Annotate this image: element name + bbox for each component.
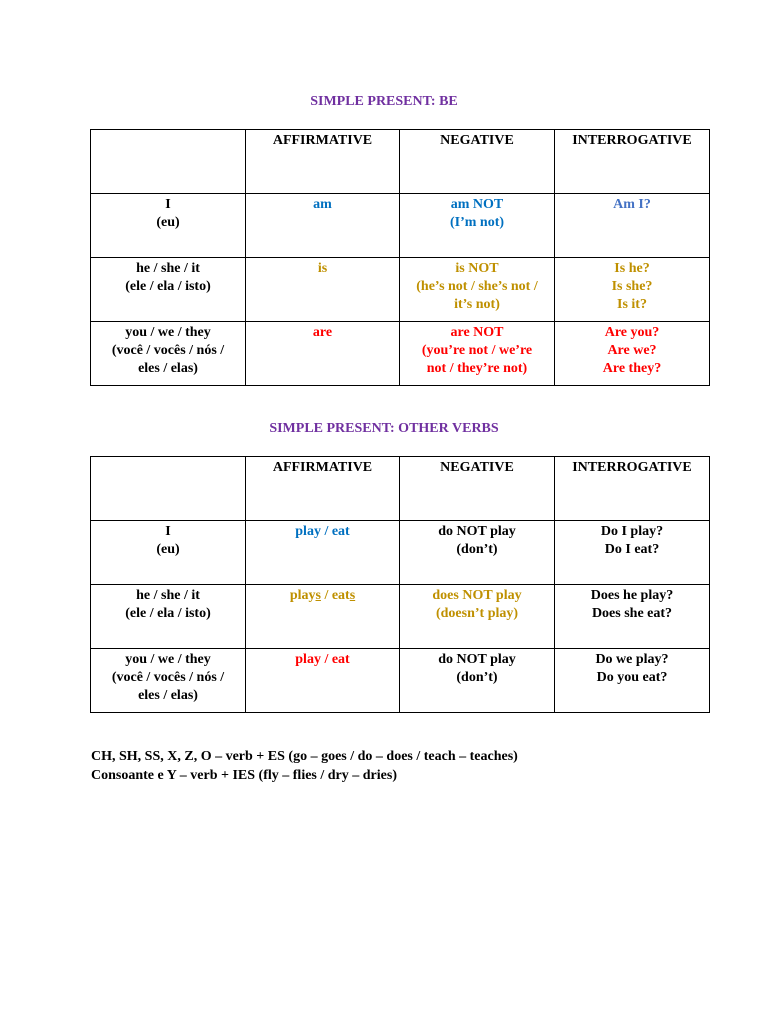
subject-translation: (eu) bbox=[156, 542, 180, 557]
negative-contraction: (you’re not / we’re bbox=[421, 343, 533, 358]
spelling-rules bbox=[91, 747, 518, 785]
subject-translation: (ele / ela / isto) bbox=[125, 606, 211, 621]
negative-contraction: it’s not) bbox=[454, 297, 500, 312]
negative-contraction: (don’t) bbox=[456, 542, 498, 557]
interrogative-form: Are we? bbox=[607, 343, 657, 358]
subject-pronoun: I bbox=[165, 524, 171, 539]
other-row-you-we-they bbox=[91, 649, 710, 713]
negative-form: do NOT play bbox=[438, 524, 516, 539]
rule-es: CH, SH, SS, X, Z, O – verb + ES (go – goes / do – does / teach – teaches) bbox=[91, 749, 518, 764]
be-header-row bbox=[91, 130, 710, 194]
be-affirmative-cell bbox=[246, 194, 400, 258]
negative-contraction: (don’t) bbox=[456, 670, 498, 685]
subject-translation: (você / vocês / nós / bbox=[111, 343, 225, 358]
be-affirmative-cell bbox=[246, 322, 400, 386]
other-header-interrogative: INTERROGATIVE bbox=[555, 457, 710, 521]
interrogative-form: Does he play? bbox=[590, 588, 674, 603]
other-header-row bbox=[91, 457, 710, 521]
affirmative-verb: eat bbox=[331, 588, 350, 603]
other-negative-cell bbox=[400, 521, 555, 585]
negative-contraction: (he’s not / she’s not / bbox=[416, 279, 538, 294]
subject-pronoun: I bbox=[165, 197, 171, 212]
interrogative-form: Is it? bbox=[617, 297, 647, 312]
negative-form: does NOT play bbox=[432, 588, 522, 603]
be-interrogative-cell bbox=[555, 258, 710, 322]
other-interrogative-cell bbox=[555, 521, 710, 585]
other-subject-cell bbox=[91, 649, 246, 713]
be-subject-cell bbox=[91, 322, 246, 386]
negative-contraction: not / they’re not) bbox=[426, 361, 528, 376]
other-interrogative-cell bbox=[555, 585, 710, 649]
other-negative-cell bbox=[400, 585, 555, 649]
other-affirmative-cell bbox=[246, 649, 400, 713]
interrogative-form: Does she eat? bbox=[591, 606, 673, 621]
affirmative-separator: / bbox=[320, 652, 332, 667]
negative-contraction: (I’m not) bbox=[449, 215, 505, 230]
be-negative-cell bbox=[400, 322, 555, 386]
interrogative-form: Is he? bbox=[614, 261, 650, 276]
be-negative-cell bbox=[400, 258, 555, 322]
be-row-you-we-they bbox=[91, 322, 710, 386]
be-negative-cell bbox=[400, 194, 555, 258]
affirmative-verb: play bbox=[295, 652, 321, 667]
negative-form: am NOT bbox=[450, 197, 504, 212]
interrogative-form: Are you? bbox=[604, 325, 660, 340]
affirmative-suffix: s bbox=[349, 588, 356, 603]
other-header-blank bbox=[91, 457, 246, 521]
interrogative-form: Is she? bbox=[611, 279, 653, 294]
negative-form: is NOT bbox=[455, 261, 499, 276]
affirmative-verb: eat bbox=[331, 652, 350, 667]
affirmative-verb: play bbox=[289, 588, 316, 603]
negative-form: are NOT bbox=[450, 325, 504, 340]
affirmative-separator: / bbox=[320, 588, 332, 603]
be-header-blank bbox=[91, 130, 246, 194]
other-row-he-she-it bbox=[91, 585, 710, 649]
subject-pronoun: you / we / they bbox=[125, 325, 211, 340]
negative-form: do NOT play bbox=[438, 652, 516, 667]
affirmative-suffix: s bbox=[315, 588, 321, 603]
be-row-i bbox=[91, 194, 710, 258]
subject-translation: (você / vocês / nós / bbox=[111, 670, 225, 685]
be-subject-cell bbox=[91, 194, 246, 258]
be-header-negative: NEGATIVE bbox=[400, 130, 555, 194]
other-verbs-table bbox=[90, 456, 710, 713]
affirmative-verb: eat bbox=[331, 524, 350, 539]
affirmative-separator: / bbox=[320, 524, 332, 539]
be-row-he-she-it bbox=[91, 258, 710, 322]
other-subject-cell bbox=[91, 521, 246, 585]
subject-pronoun: he / she / it bbox=[136, 261, 200, 276]
other-header-negative: NEGATIVE bbox=[400, 457, 555, 521]
be-subject-cell bbox=[91, 258, 246, 322]
other-row-i bbox=[91, 521, 710, 585]
be-table bbox=[90, 129, 710, 386]
affirmative-form: am bbox=[313, 197, 332, 212]
be-affirmative-cell bbox=[246, 258, 400, 322]
interrogative-form: Do I play? bbox=[600, 524, 664, 539]
affirmative-form: are bbox=[312, 325, 333, 340]
interrogative-form: Do we play? bbox=[595, 652, 669, 667]
subject-pronoun: you / we / they bbox=[125, 652, 211, 667]
be-header-interrogative: INTERROGATIVE bbox=[555, 130, 710, 194]
subject-translation: eles / elas) bbox=[138, 688, 198, 703]
be-header-affirmative: AFFIRMATIVE bbox=[246, 130, 400, 194]
interrogative-form: Do I eat? bbox=[604, 542, 660, 557]
affirmative-form: is bbox=[317, 261, 328, 276]
be-section-title: SIMPLE PRESENT: BE bbox=[310, 94, 458, 109]
interrogative-form: Are they? bbox=[602, 361, 662, 376]
subject-translation: (eu) bbox=[156, 215, 180, 230]
other-interrogative-cell bbox=[555, 649, 710, 713]
subject-translation: eles / elas) bbox=[138, 361, 198, 376]
other-affirmative-cell bbox=[246, 585, 400, 649]
other-subject-cell bbox=[91, 585, 246, 649]
interrogative-form: Do you eat? bbox=[596, 670, 668, 685]
negative-contraction: (doesn’t play) bbox=[435, 606, 519, 621]
be-interrogative-cell bbox=[555, 322, 710, 386]
other-affirmative-cell bbox=[246, 521, 400, 585]
other-verbs-section-title: SIMPLE PRESENT: OTHER VERBS bbox=[269, 421, 499, 436]
affirmative-verb: play bbox=[295, 524, 321, 539]
subject-pronoun: he / she / it bbox=[136, 588, 200, 603]
subject-translation: (ele / ela / isto) bbox=[125, 279, 211, 294]
other-header-affirmative: AFFIRMATIVE bbox=[246, 457, 400, 521]
be-interrogative-cell bbox=[555, 194, 710, 258]
rule-ies: Consoante e Y – verb + IES (fly – flies / dry – dries) bbox=[91, 768, 397, 783]
interrogative-form: Am I? bbox=[613, 197, 651, 212]
other-negative-cell bbox=[400, 649, 555, 713]
